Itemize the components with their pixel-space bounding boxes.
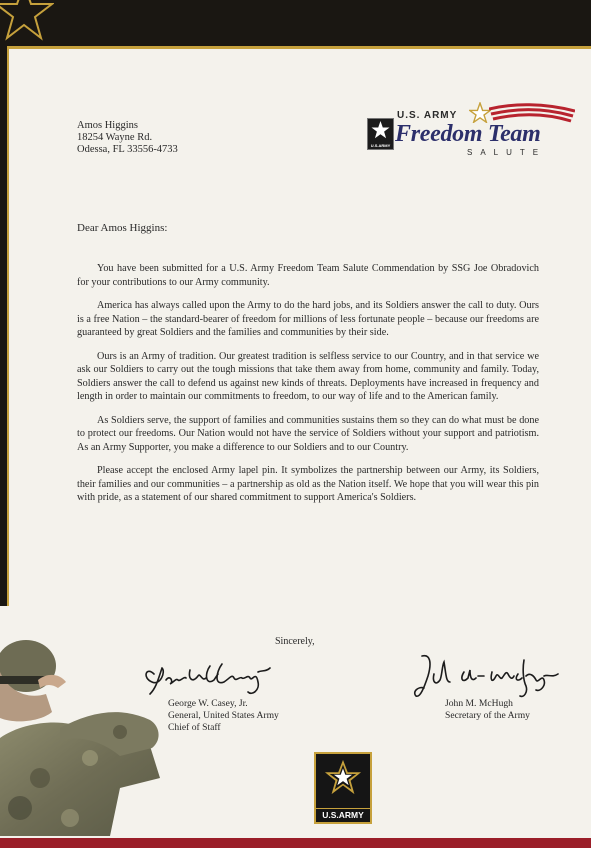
left-border-bar [0,46,9,606]
signer-title: Secretary of the Army [445,710,530,721]
army-star-icon [324,758,362,796]
letter-body [77,262,539,515]
paragraph-4: As Soldiers serve, the support of families and communities sustains them so they can do what must be done to protect our freedoms. Our Nation would not have the service of Soldiers without your support and patriotism. As an Army Supporter, you make a difference to our Soldiers and to our Country. [77,414,539,453]
signer-mchugh [445,698,530,722]
gold-star-icon [469,102,491,123]
signer-name: John M. McHugh [445,698,513,709]
border-star-icon [0,0,54,42]
paragraph-1: You have been submitted for a U.S. Army Freedom Team Salute Commendation by SSG Joe Obradovich for your contributions to our Army community. [77,263,539,288]
signer-casey [168,698,279,734]
recipient-address [77,120,178,156]
paragraph-5: Please accept the enclosed Army lapel pin. It symbolizes the partnership between our Army, its Soldiers, their families and our communities – a partnership as old as the Nation itself. We hope that you will wear this pin with pride, as a statement of our shared commitment to support America's Soldiers. [77,465,539,503]
logo-freedom-team: Freedom Team [395,121,541,147]
recipient-city: Odessa, FL 33556-4733 [77,144,178,155]
flag-stripes-icon [489,103,575,123]
letter-closing: Sincerely, [275,636,315,647]
mchugh-signature [412,652,562,702]
freedom-team-salute-logo [363,100,578,162]
logo-badge-text: U.S.ARMY [370,143,391,148]
paragraph-3: Ours is an Army of tradition. Our greatest tradition is selfless service to our Country, and in that service we ask our Soldiers to carry out the tough missions that take them away from home, community and family. Today, Soldiers answer the call to defend us against new kinds of threats. Deployments have increased in frequency and length in order to maintain our commitments to freedom, to our way of life and to the American family. [77,350,539,402]
army-star-badge-icon [367,118,394,150]
recipient-street: 18254 Wayne Rd. [77,132,153,143]
logo-salute: SALUTE [467,148,547,157]
signer-title: General, United States Army [168,710,279,721]
paragraph-2: America has always called upon the Army to do the hard jobs, and its Soldiers answer the call to duty. Ours is a free Nation – the standard-bearer of freedom for millions of less fortunate people – because our freedoms are guaranteed by great Soldiers and the families and communities by their side. [77,300,539,338]
recipient-name: Amos Higgins [77,120,138,131]
signer-name: George W. Casey, Jr. [168,698,248,709]
us-army-logo [314,752,372,824]
top-border-bar [0,0,591,49]
signer-title-2: Chief of Staff [168,722,221,733]
saluting-soldier-image [0,628,170,836]
logo-us-army: U.S. ARMY [397,110,458,121]
army-logo-text: U.S.ARMY [316,808,370,820]
bottom-border-bar [0,838,591,848]
letter-greeting: Dear Amos Higgins: [77,222,168,234]
